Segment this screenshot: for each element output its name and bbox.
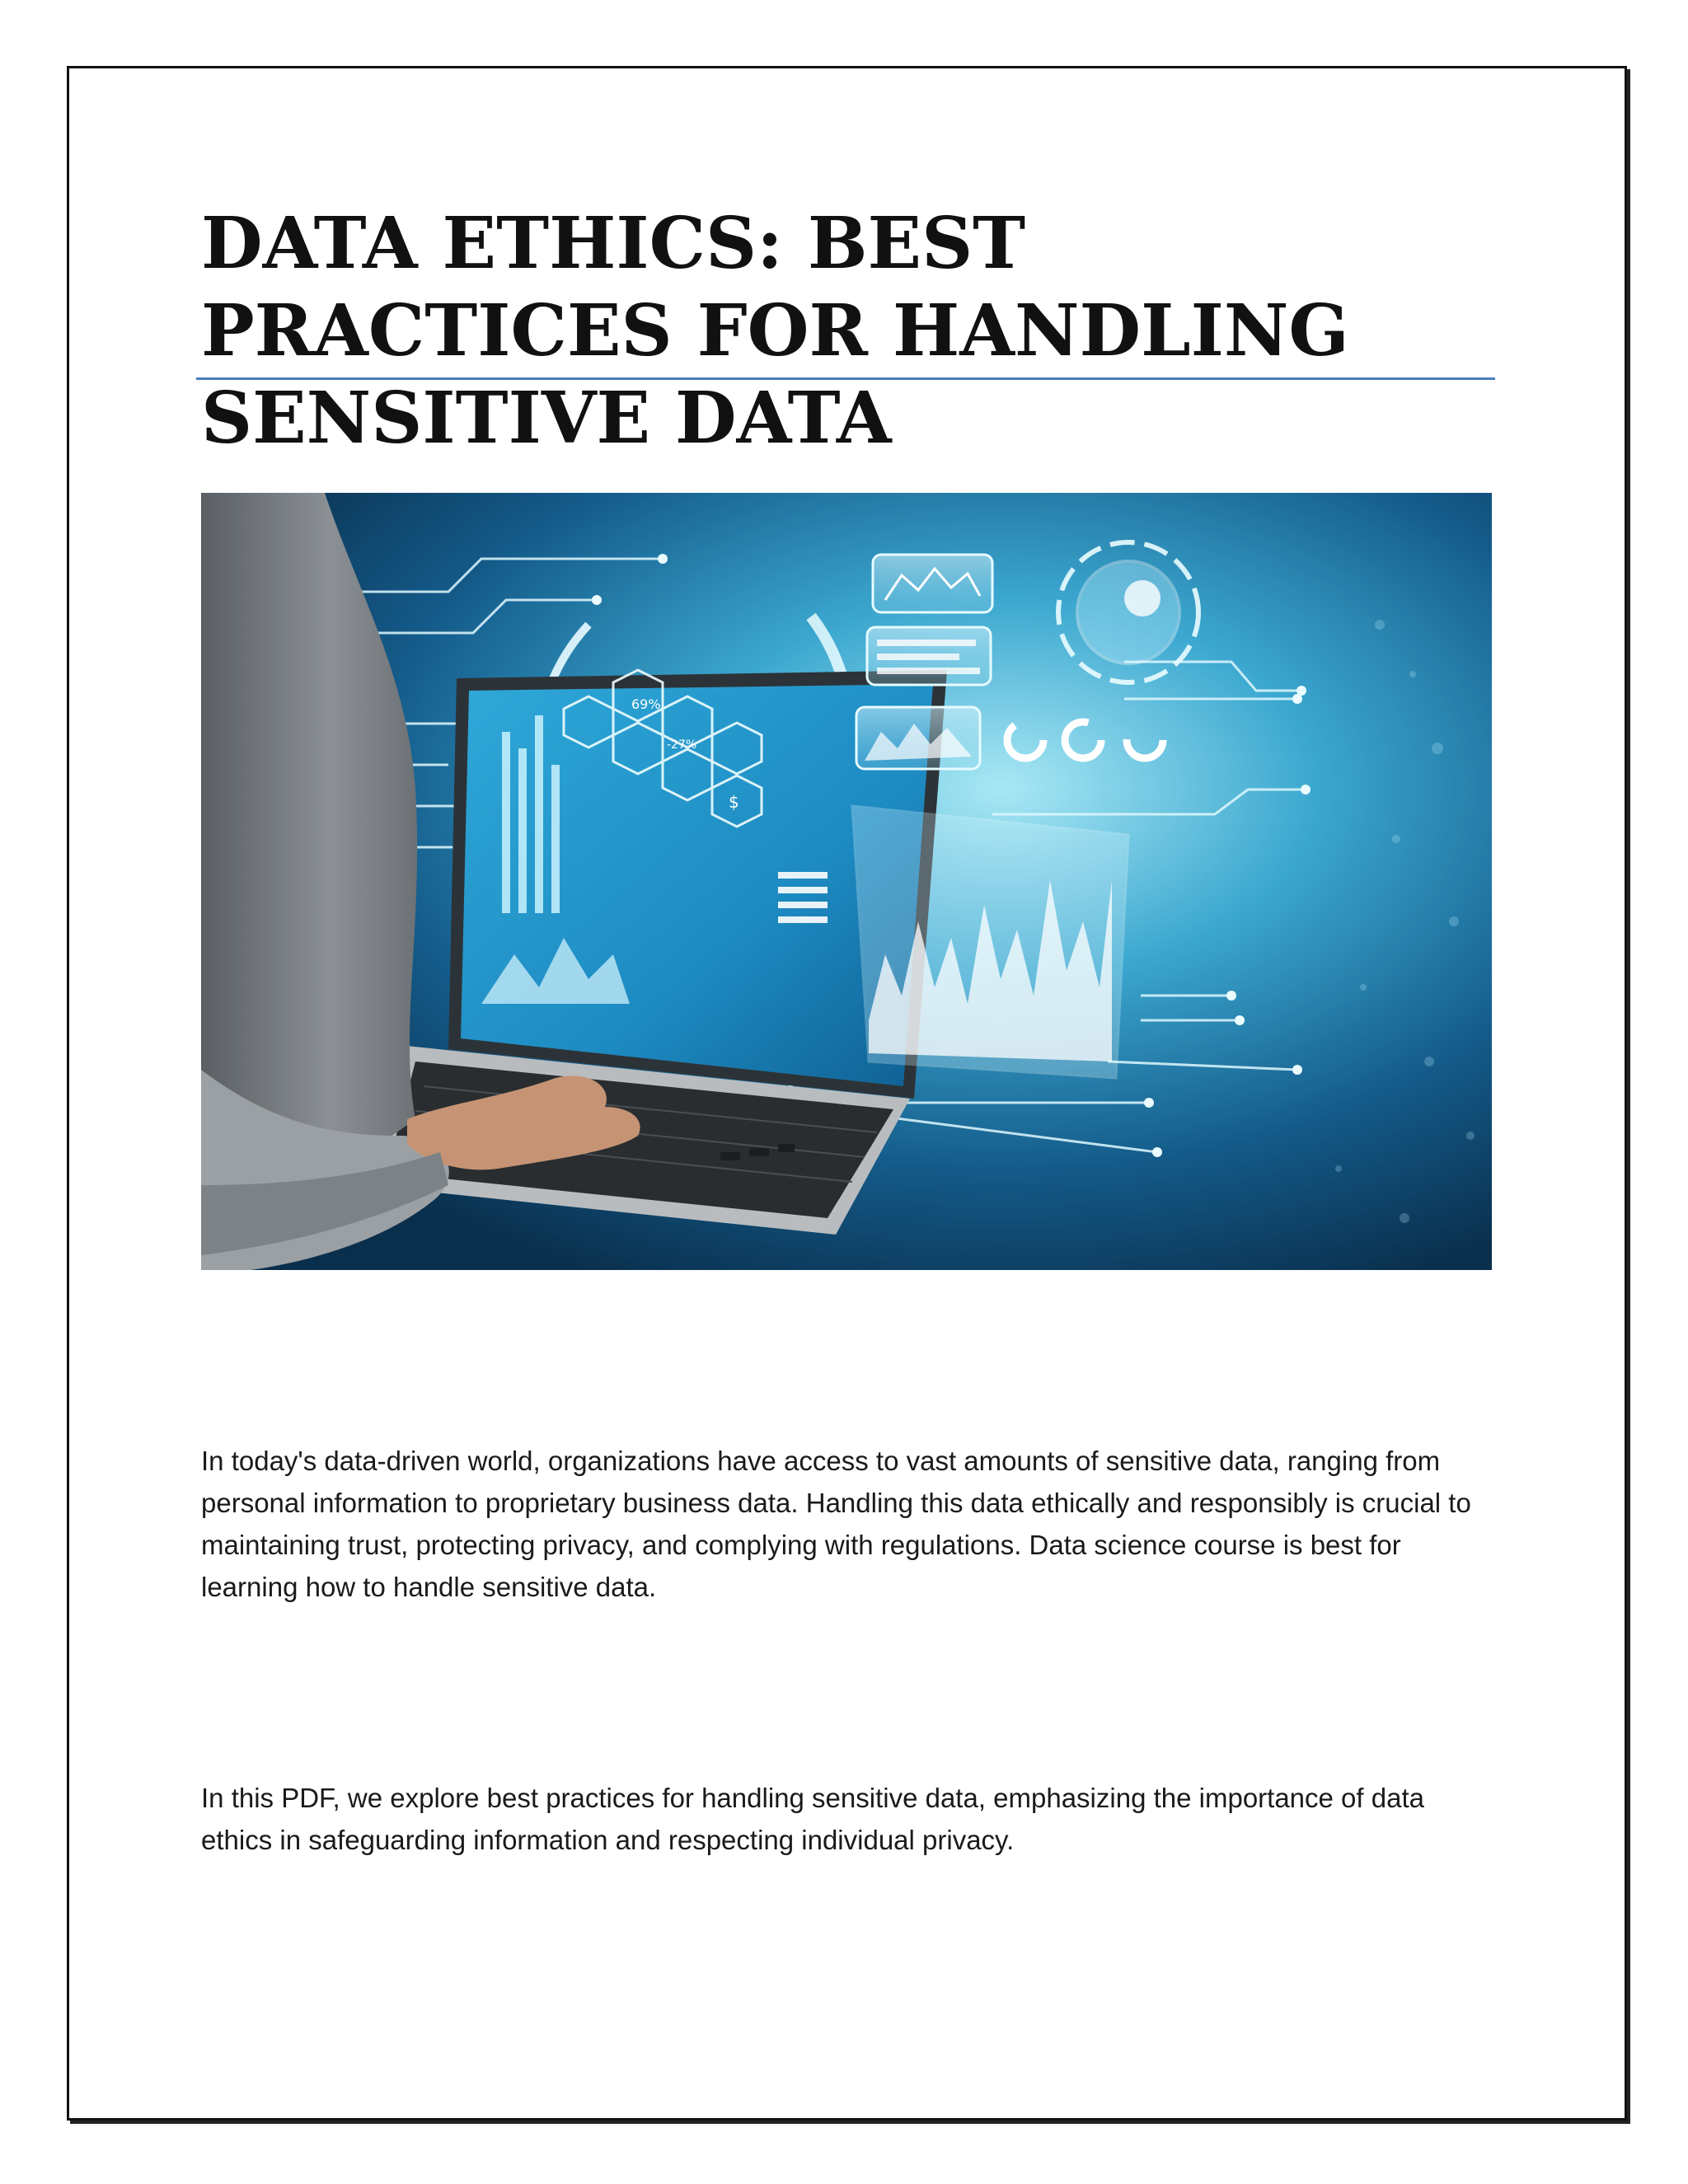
hero-image xyxy=(201,493,1492,1270)
overlay-label-27: -27% xyxy=(667,738,697,752)
document-page xyxy=(67,66,1627,2121)
document-title: DATA ETHICS: BEST PRACTICES FOR HANDLING SENSITIVE DATA xyxy=(201,202,1349,460)
overview-paragraph: In this PDF, we explore best practices for handling sensitive data, emphasizing the importance of data ethics in safeguarding information and respecting individual privacy. xyxy=(201,1783,1424,1855)
overlay-label-69: 69% xyxy=(631,696,661,712)
intro-paragraph: In today's data-driven world, organizations have access to vast amounts of sensitive data, ranging from personal information to proprietary business data. Handling this data ethically and responsibly is crucial to maintaining trust, protecting privacy, and complying with regulations. Data science course is best for learning how to handle sensitive data. xyxy=(201,1446,1471,1602)
laptop-data-dashboard-illustration xyxy=(201,493,1492,1270)
overlay-label-dollar: $ xyxy=(729,792,739,812)
title-underline xyxy=(196,377,1495,380)
